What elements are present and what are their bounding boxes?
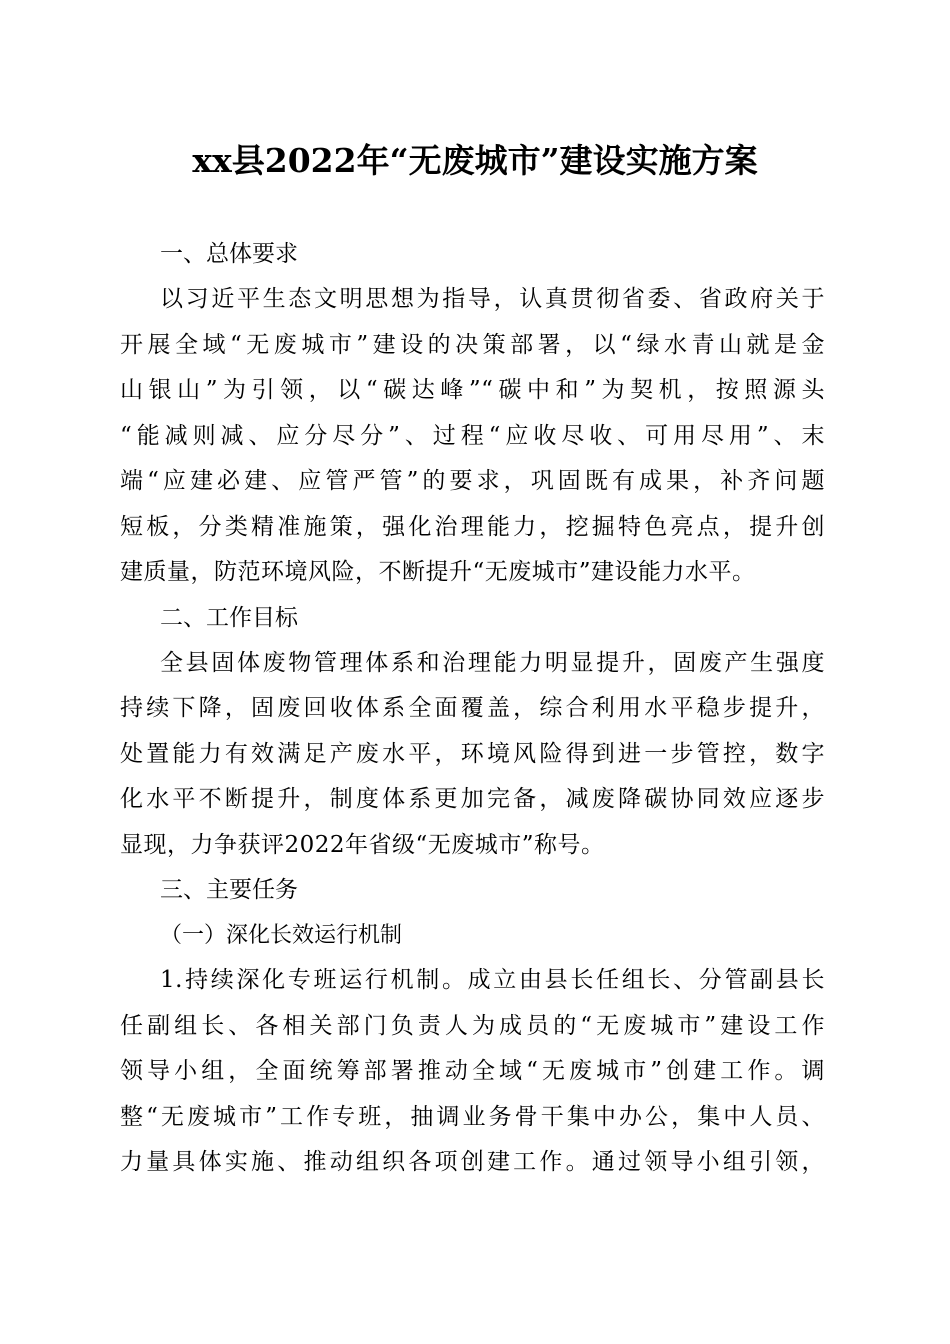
paragraph-work-goals — [120, 641, 825, 869]
paragraph-line: 任副组长、各相关部门负责人为成员的“无废城市”建设工作 — [120, 1012, 825, 1039]
paragraph-line: 显现，力争获评2022年省级“无废城市”称号。 — [120, 831, 605, 858]
paragraph-line: 整“无废城市”工作专班，抽调业务骨干集中办公，集中人员、 — [120, 1103, 825, 1130]
paragraph-line: 1.持续深化专班运行机制。成立由县长任组长、分管副县长 — [160, 967, 825, 993]
paragraph-line: 领导小组，全面统筹部署推动全域“无废城市”创建工作。调 — [120, 1058, 825, 1084]
paragraph-line: 处置能力有效满足产废水平，环境风险得到进一步管控，数字 — [120, 740, 825, 767]
paragraph-line: 力量具体实施、推动组织各项创建工作。通过领导小组引领， — [120, 1149, 825, 1175]
section-heading-work-goals: 二、工作目标 — [160, 604, 298, 631]
paragraph-general-requirements — [120, 277, 825, 596]
paragraph-line: 开展全域“无废城市”建设的决策部署，以“绿水青山就是金 — [120, 331, 825, 358]
paragraph-line: 以习近平生态文明思想为指导，认真贯彻省委、省政府关于 — [160, 286, 825, 312]
section-heading-main-tasks: 三、主要任务 — [160, 877, 298, 903]
paragraph-line: 端“应建必建、应管严管”的要求，巩固既有成果，补齐问题 — [120, 468, 825, 494]
document-body — [120, 232, 825, 1186]
subsection-heading-mechanism: （一）深化长效运行机制 — [160, 923, 403, 948]
paragraph-line: “能减则减、应分尽分”、过程“应收尽收、可用尽用”、末 — [120, 422, 825, 449]
section-heading-general-requirements: 一、总体要求 — [160, 241, 298, 267]
paragraph-line: 山银山”为引领，以“碳达峰”“碳中和”为契机，按照源头 — [120, 377, 825, 403]
paragraph-line: 建质量，防范环境风险，不断提升“无废城市”建设能力水平。 — [120, 559, 756, 585]
paragraph-line: 全县固体废物管理体系和治理能力明显提升，固废产生强度 — [160, 649, 825, 676]
paragraph-line: 化水平不断提升，制度体系更加完备，减废降碳协同效应逐步 — [120, 786, 825, 812]
paragraph-line: 持续下降，固废回收体系全面覆盖，综合利用水平稳步提升， — [120, 695, 825, 721]
paragraph-main-tasks — [120, 958, 825, 1186]
paragraph-line: 短板，分类精准施策，强化治理能力，挖掘特色亮点，提升创 — [120, 513, 825, 540]
document-title: xx县2022年“无废城市”建设实施方案 — [192, 141, 758, 180]
